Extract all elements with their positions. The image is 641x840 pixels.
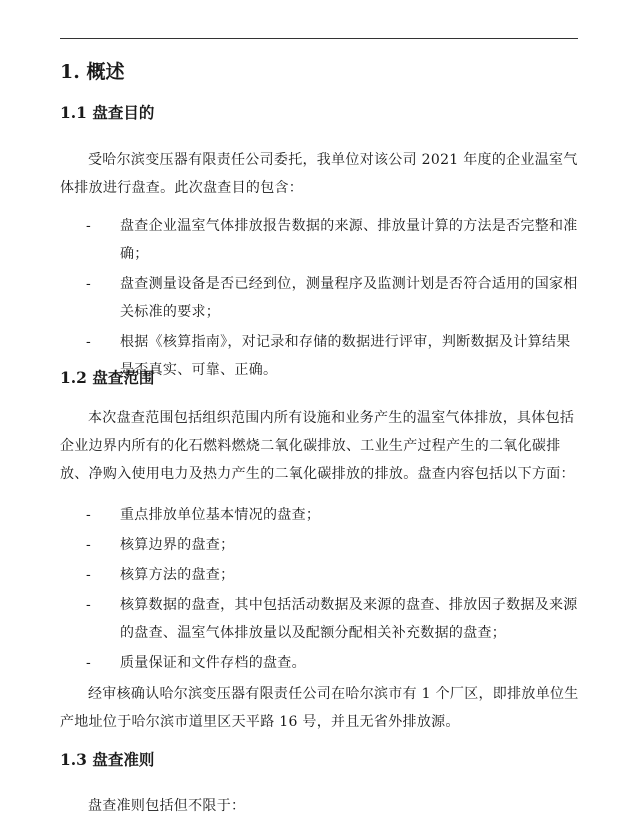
section-1-3-paragraph: 盘查准则包括但不限于：	[88, 798, 246, 814]
list-item-text: 质量保证和文件存档的盘查。	[120, 655, 306, 671]
section-1-2-paragraph-2: 经审核确认哈尔滨变压器有限责任公司在哈尔滨市有 1 个厂区，即排放单位生产地址位于哈尔滨市道里区天平路 16 号，并且无省外排放源。	[60, 686, 579, 730]
bullet-dash: -	[86, 334, 92, 350]
list-item	[60, 531, 580, 559]
bullet-dash: -	[86, 537, 92, 553]
header-rule	[60, 38, 578, 39]
bullet-dash: -	[86, 218, 92, 234]
bullet-dash: -	[86, 597, 92, 613]
section-1-1-list	[60, 212, 580, 386]
list-item-text: 核算数据的盘查，其中包括活动数据及来源的盘查、排放因子数据及来源的盘查、温室气体排放量以及配额分配相关补充数据的盘查；	[120, 597, 578, 641]
bullet-dash: -	[86, 507, 92, 523]
list-item-text: 根据《核算指南》，对记录和存储的数据进行评审，判断数据及计算结果是否真实、可靠、正确。	[120, 334, 571, 378]
section-1-3-heading: 1.3 盘查准则	[60, 750, 155, 769]
list-item	[60, 591, 580, 647]
list-item	[60, 501, 580, 529]
section-1-2-list	[60, 501, 580, 679]
list-item	[60, 212, 580, 268]
bullet-dash: -	[86, 655, 92, 671]
list-item-text: 盘查企业温室气体排放报告数据的来源、排放量计算的方法是否完整和准确；	[120, 218, 578, 262]
section-1-heading: 1. 概述	[60, 61, 125, 83]
list-item	[60, 270, 580, 326]
list-item	[60, 561, 580, 589]
section-1-1-heading: 1.1 盘查目的	[60, 103, 155, 122]
list-item-text: 核算方法的盘查；	[120, 567, 235, 583]
list-item	[60, 649, 580, 677]
bullet-dash: -	[86, 276, 92, 292]
section-1-2-heading: 1.2 盘查范围	[60, 368, 155, 387]
section-1-1-paragraph: 受哈尔滨变压器有限责任公司委托，我单位对该公司 2021 年度的企业温室气体排放进行盘查。此次盘查目的包含：	[60, 152, 578, 196]
bullet-dash: -	[86, 567, 92, 583]
list-item-text: 重点排放单位基本情况的盘查；	[120, 507, 321, 523]
list-item-text: 核算边界的盘查；	[120, 537, 235, 553]
list-item-text: 盘查测量设备是否已经到位，测量程序及监测计划是否符合适用的国家相关标准的要求；	[120, 276, 578, 320]
section-1-2-paragraph: 本次盘查范围包括组织范围内所有设施和业务产生的温室气体排放，具体包括企业边界内所有的化石燃料燃烧二氧化碳排放、工业生产过程产生的二氧化碳排放、净购入使用电力及热力产生的二氧化碳排放的排放。盘查内容包括以下方面：	[60, 410, 575, 482]
